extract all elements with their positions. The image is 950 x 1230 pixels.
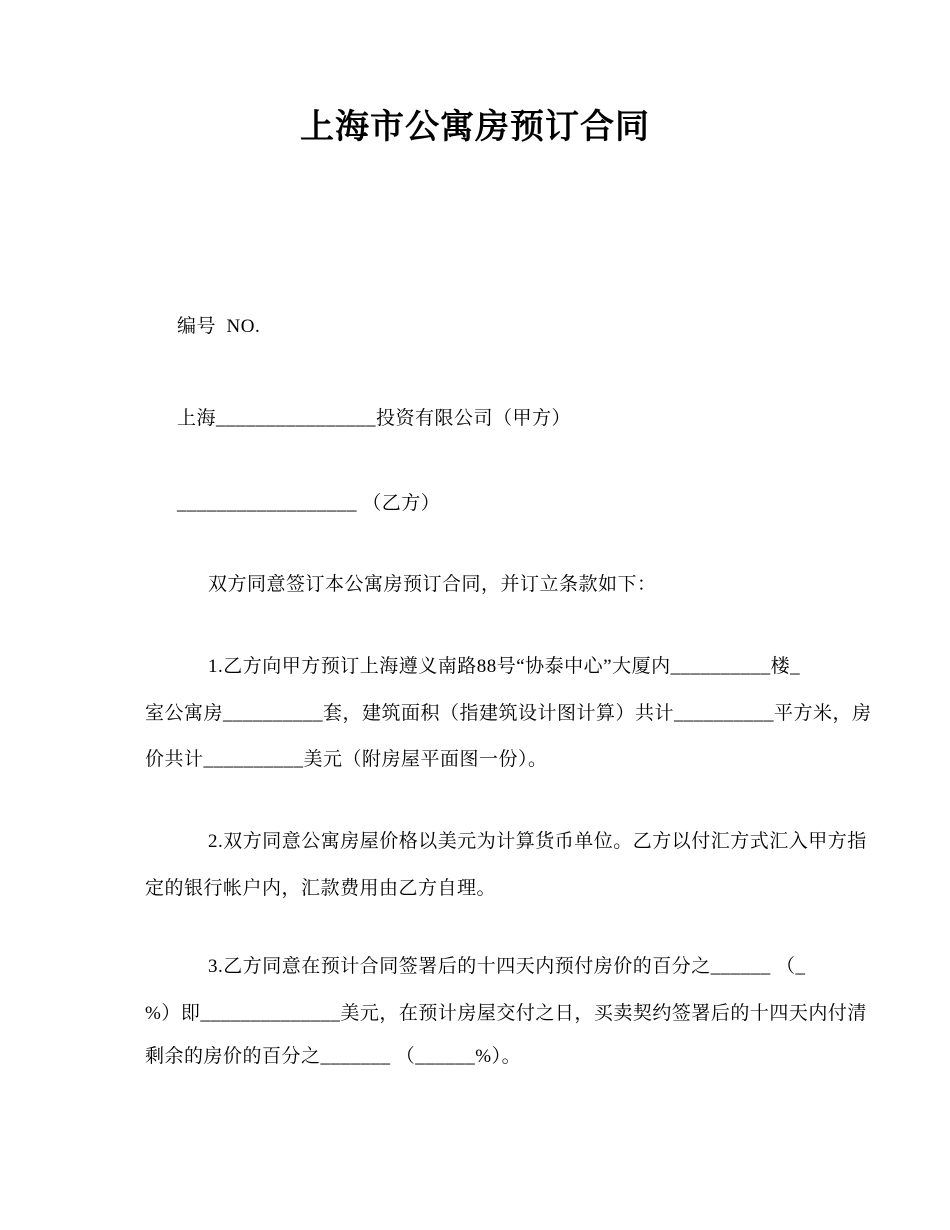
clause-2-line-1: 2.双方同意公寓房屋价格以美元为计算货币单位。乙方以付汇方式汇入甲方指 [208,831,867,852]
clause-1-line-2: 室公寓房__________套，建筑面积（指建筑设计图计算）共计__________平方米，房 [145,703,872,724]
document-title-text: 上海市公寓房预订合同 [300,108,650,146]
document-title [0,108,950,146]
party-b-line: __________________ （乙方） [177,493,441,514]
intro-line: 双方同意签订本公寓房预订合同，并订立条款如下： [208,574,657,595]
clause-1-line-3: 价共计__________美元（附房屋平面图一份）。 [145,749,548,770]
clause-1-line-1: 1.乙方向甲方预订上海遵义南路88号“协泰中心”大厦内__________楼_ [208,656,801,677]
clause-3-line-1: 3.乙方同意在预计合同签署后的十四天内预付房价的百分之______ （_ [208,956,806,977]
clause-3-line-3: 剩余的房价的百分之_______ （______%）。 [145,1046,522,1067]
party-a-line: 上海________________投资有限公司（甲方） [177,408,572,429]
clause-2-line-2: 定的银行帐户内，汇款费用由乙方自理。 [145,878,497,899]
document-number-line: 编号 NO. [177,316,261,337]
clause-3-line-2: %）即______________美元，在预计房屋交付之日，买卖契约签署后的十四天内付清 [145,1003,867,1024]
